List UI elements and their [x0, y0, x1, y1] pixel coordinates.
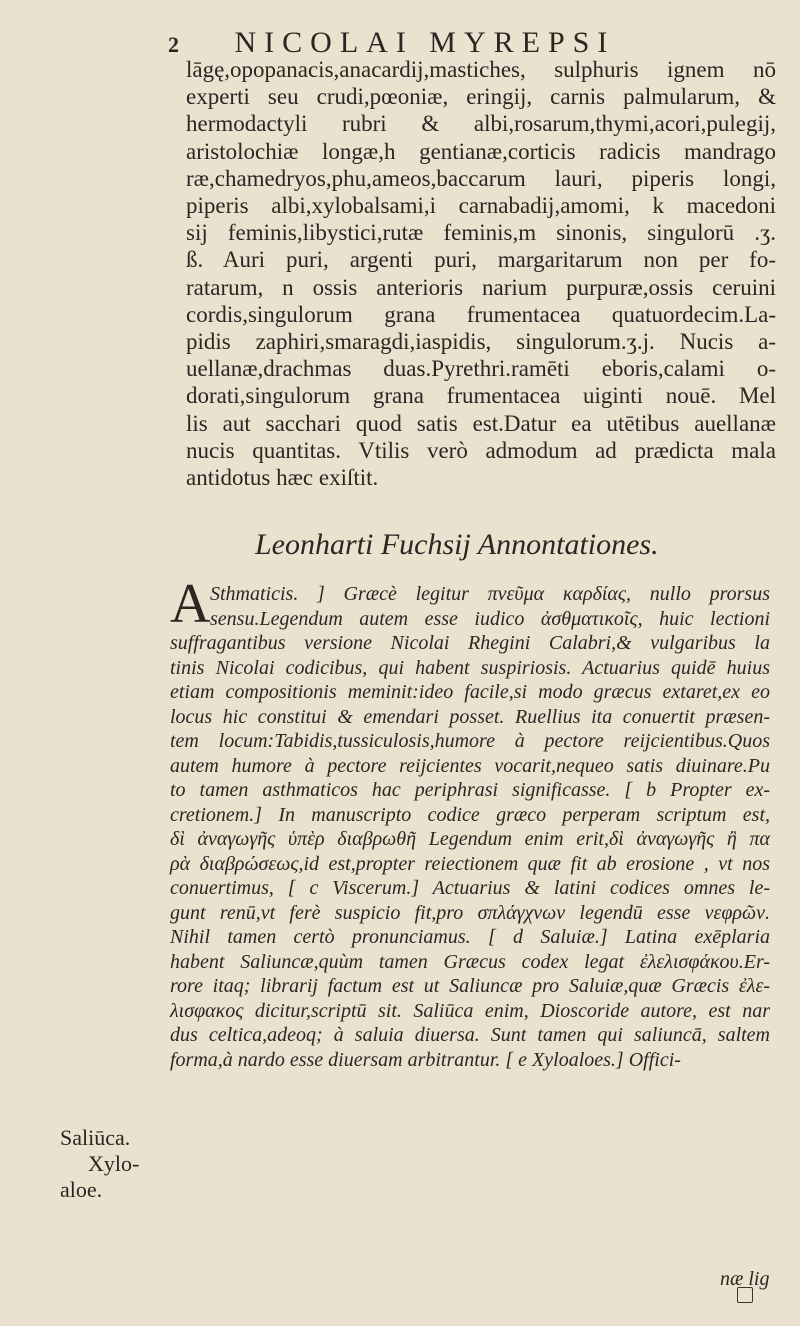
- annotation-line: tem locum:Tabidis,tussiculosis,humore à pectore reijcientibus.Quos: [170, 730, 770, 752]
- text-line: lis aut sacchari quod satis est.Datur ea utētibus auellanæ: [186, 410, 776, 436]
- margin-note: Xylo-: [88, 1151, 140, 1176]
- page-number: 2: [168, 32, 179, 57]
- text-line: sij feminis,libystici,rutæ feminis,m sinonis, singulorū .ʒ.: [186, 220, 776, 246]
- annotation-line: cretionem.] In manuscripto codice græco perperam scriptum est,: [170, 803, 770, 826]
- main-text-block: [186, 56, 776, 491]
- annotation-line: Sthmaticis. ] Græcè legitur πνεῦμα καρδίας, nullo prorsus: [210, 583, 770, 605]
- annotation-line: to tamen asthmaticos hac periphrasi significasse. [ b Propter ex-: [170, 779, 770, 801]
- annotation-line: autem humore à pectore reijcientes vocarit,nequeo satis diuinare.Pu: [170, 754, 770, 777]
- annotation-line: λισφακος dicitur,scriptū sit. Saliūca enim, Dioscoride autore, est nar: [170, 999, 770, 1022]
- text-line: ræ,chamedryos,phu,ameos,baccarum lauri, piperis longi,: [186, 165, 776, 191]
- text-line: ratarum, n ossis anterioris narium purpuræ,ossis ceruini: [186, 274, 776, 300]
- text-line: pidis zaphiri,smaragdi,iaspidis, singulorum.ʒ.j. Nucis a-: [186, 329, 776, 355]
- annotation-line: locus hic constitui & emendari posset. Ruellius ita conuertit præsen-: [170, 705, 770, 728]
- annotation-line: Nihil tamen certò pronunciamus. [ d Saluiæ.] Latina exēplaria: [170, 926, 770, 948]
- text-line: nucis quantitas. Vtilis verò admodum ad prædicta mala: [186, 437, 776, 463]
- text-line: lāgę,opopanacis,anacardij,mastiches, sulphuris ignem nō: [186, 57, 776, 82]
- margin-note: aloe.: [60, 1177, 103, 1202]
- annotation-line: δὶ ἀναγωγῆς ὑπὲρ διαβρωθῆ Legendum enim erit,δὶ ἀναγωγῆς ἢ πα: [170, 828, 770, 850]
- section-heading: Leonharti Fuchsij Annontationes.: [255, 528, 659, 561]
- annotation-line: forma,à nardo esse diuersam arbitrantur. [ e Xyloaloes.] Offici-: [170, 1048, 681, 1071]
- annotation-line: rore itaq; librarij factum est ut Saliuncæ pro Saluiæ,quæ Græcis ἐλε-: [170, 975, 770, 997]
- text-line: aristolochiæ longæ,h gentianæ,corticis radicis mandrago: [186, 138, 776, 164]
- annotation-line: tinis Nicolai codicibus, qui habent suspiriosis. Actuarius quidē huius: [170, 656, 770, 679]
- annotation-line: etiam compositionis meminit:ideo facile,si modo græcus extaret,ex eo: [170, 681, 770, 703]
- text-line: experti seu crudi,pœoniæ, eringij, carnis palmularum, &: [186, 84, 776, 110]
- text-line: hermodactyli rubri & albi,rosarum,thymi,acori,pulegij,: [186, 111, 776, 137]
- text-line: ß. Auri puri, argenti puri, margaritarum non per fo-: [186, 247, 776, 273]
- text-line: dorati,singulorum grana frumentacea uiginti nouē. Mel: [186, 383, 776, 409]
- annotation-line: habent Saliuncæ,quùm tamen Græcus codex legat ἐλελισφάκου.Er-: [170, 950, 770, 973]
- annotation-line: sensu.Legendum autem esse iudico ἀσθματικοῖς, huic lectioni: [210, 607, 770, 630]
- drop-capital: A: [170, 573, 211, 635]
- running-title: NICOLAI MYREPSI: [234, 26, 616, 59]
- annotations-block: [170, 573, 770, 1072]
- library-stamp-icon: [737, 1287, 753, 1303]
- margin-note: Saliūca.: [60, 1125, 131, 1150]
- text-line: piperis albi,xylobalsami,i carnabadij,amomi, k macedoni: [186, 193, 776, 219]
- annotation-line: conuertimus, [ c Viscerum.] Actuarius & latini codices omnes le-: [170, 877, 770, 899]
- annotation-line: gunt renū,vt ferè suspicio fit,pro σπλάγχνων legendū esse νεφρῶν.: [170, 901, 770, 924]
- text-line: cordis,singulorum grana frumentacea quatuordecim.La-: [186, 301, 776, 327]
- text-line: uellanæ,drachmas duas.Pyrethri.ramēti eboris,calami o-: [186, 356, 776, 382]
- annotation-line: suffragantibus versione Nicolai Rhegini Calabri,& vulgaribus la: [170, 632, 770, 654]
- catchword: næ lig: [720, 1268, 770, 1290]
- annotation-line: dus celtica,adeoq; à saluia diuersa. Sunt tamen qui saliuncā, saltem: [170, 1024, 770, 1046]
- running-header: [168, 26, 768, 60]
- margin-notes: [60, 1125, 165, 1203]
- text-line: antidotus hæc exiſtit.: [186, 465, 379, 491]
- annotation-line: ρὰ διαβρώσεως,id est,propter reiectionem quæ fit ab erosione , vt nos: [170, 852, 770, 875]
